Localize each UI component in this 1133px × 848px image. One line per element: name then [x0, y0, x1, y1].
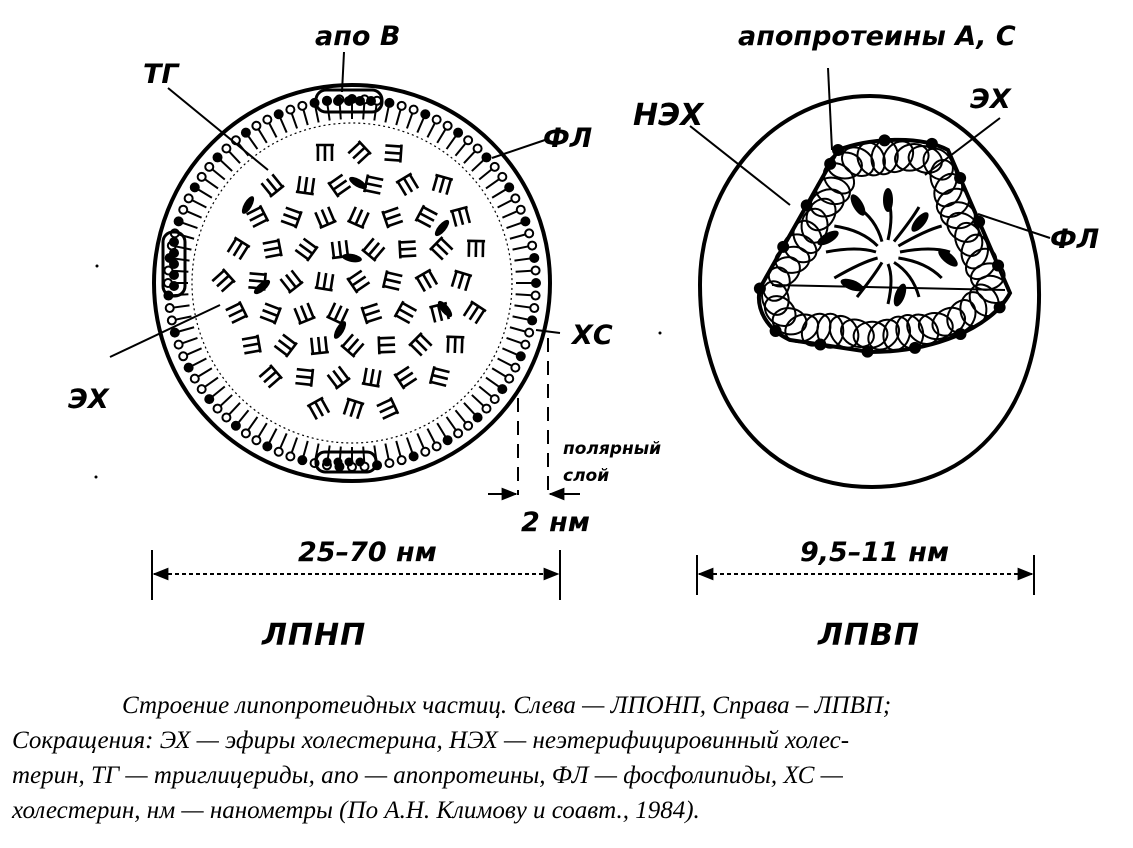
phospholipid-molecule — [242, 129, 258, 149]
phospholipid-molecule — [205, 386, 225, 403]
label-hs: ХС — [572, 320, 613, 351]
triglyceride-molecule — [379, 336, 396, 355]
phospholipid-molecule — [514, 254, 538, 262]
phospholipid-molecule — [385, 444, 393, 468]
cholesterol-ester-molecule — [341, 252, 362, 263]
triglyceride-molecule — [415, 270, 439, 293]
triglyceride-molecule — [341, 333, 365, 357]
hdl-free-cholesterol — [826, 249, 876, 252]
triglyceride-molecule — [314, 206, 337, 228]
phospholipid-molecule — [498, 194, 520, 207]
caption-line-2: Сокращения: ЭХ — эфиры холестерина, НЭХ — неэтерифицировинный холес- — [12, 727, 850, 754]
dim-label-2nm: 2 нм — [521, 507, 590, 538]
triglyceride-molecule — [294, 237, 318, 261]
phospholipid-molecule — [516, 279, 540, 287]
triglyceride-molecule — [295, 367, 313, 387]
triglyceride-molecule — [430, 237, 454, 261]
cholesterol-ester-molecule — [433, 218, 452, 238]
phospholipid-molecule — [492, 368, 513, 382]
triglyceride-molecule — [211, 269, 235, 293]
phospholipid-molecule — [479, 163, 499, 180]
speck — [96, 265, 99, 268]
triglyceride-molecule — [376, 397, 398, 420]
phospholipid-molecule — [191, 183, 212, 197]
phospholipid-molecule — [185, 194, 207, 207]
phospholipid-molecule — [298, 102, 307, 125]
triglyceride-molecule — [462, 301, 486, 324]
label-neh: НЭХ — [633, 98, 704, 133]
phospholipid-molecule — [252, 423, 266, 444]
phospholipid-molecule — [464, 403, 482, 422]
phospholipid-molecule — [263, 429, 276, 451]
phospholipid-molecule — [472, 153, 491, 171]
phospholipid-molecule — [510, 229, 533, 238]
phospholipid-molecule — [479, 386, 499, 403]
triglyceride-molecule — [260, 173, 284, 197]
triglyceride-molecule — [399, 240, 416, 259]
ldl-particle — [154, 85, 550, 481]
phospholipid-molecule — [198, 173, 218, 189]
phospholipid-molecule — [252, 122, 266, 143]
speck — [659, 332, 662, 335]
phospholipid-molecule — [385, 99, 393, 123]
triglyceride-molecule — [258, 365, 282, 389]
phospholipid-molecule — [222, 145, 240, 164]
triglyceride-molecule — [326, 365, 350, 389]
hdl-cholesterol-ester — [891, 282, 909, 308]
phospholipid-molecule — [437, 423, 451, 444]
triglyceride-molecule — [409, 333, 433, 357]
triglyceride-molecule — [309, 336, 329, 354]
phospholipid-molecule — [179, 206, 201, 218]
phospholipid-molecule — [214, 153, 233, 171]
triglyceride-molecule — [446, 337, 465, 354]
phospholipid-molecule — [417, 110, 429, 132]
phospholipid-molecule — [171, 327, 194, 336]
triglyceride-molecule — [273, 333, 297, 357]
phospholipid-molecule — [417, 433, 429, 455]
phospholipid-molecule — [486, 173, 506, 189]
triglyceride-molecule — [450, 271, 472, 292]
hdl-particle — [700, 96, 1039, 487]
apo-b-protein-top-fill — [322, 96, 376, 106]
phospholipid-molecule — [286, 106, 297, 129]
phospholipid-molecule — [514, 304, 538, 312]
phospholipid-molecule — [175, 217, 198, 228]
label-eh-hdl: ЭХ — [970, 84, 1011, 115]
figure-caption — [12, 688, 1124, 828]
triglyceride-molecule — [296, 176, 316, 194]
phospholipid-molecule — [502, 348, 524, 360]
triglyceride-molecule — [364, 175, 383, 196]
phospholipid-molecule — [502, 206, 524, 218]
phospholipid-molecule — [447, 129, 463, 149]
hdl-title: ЛПВП — [818, 618, 920, 653]
triglyceride-molecule — [342, 399, 364, 420]
triglyceride-molecule — [315, 272, 335, 291]
phospholipid-molecule — [298, 441, 307, 464]
triglyceride-molecule — [396, 174, 420, 197]
hdl-core-line — [772, 285, 1005, 290]
hdl-free-cholesterol — [834, 226, 877, 246]
triglyceride-molecule — [450, 207, 472, 227]
phospholipid-molecule — [455, 410, 472, 430]
triglyceride-molecule — [430, 366, 450, 387]
triglyceride-molecule — [225, 301, 247, 324]
triglyceride-molecule — [279, 269, 303, 293]
hdl-protein-dot — [754, 282, 766, 294]
dim-label-ldl-size: 25–70 нм — [298, 537, 437, 568]
hdl-phospholipid-loops — [754, 134, 1014, 357]
phospholipid-molecule — [427, 116, 440, 138]
phospholipid-molecule — [407, 106, 418, 129]
triglyceride-molecule — [280, 206, 301, 228]
triglyceride-molecule — [467, 241, 485, 257]
phospholipid-molecule — [263, 116, 276, 138]
phospholipid-molecule — [455, 136, 472, 156]
phospholipid-molecule — [242, 417, 258, 437]
hdl-free-cholesterol — [888, 264, 891, 304]
hdl-protein-dot — [770, 325, 782, 337]
phospholipid-molecule — [232, 410, 249, 430]
hdl-protein-dot — [777, 241, 789, 253]
ldl-triglyceride-core — [211, 141, 486, 421]
dim-label-hdl-size: 9,5–11 нм — [800, 537, 950, 568]
triglyceride-molecule — [382, 206, 403, 228]
phospholipid-molecule — [437, 122, 451, 143]
phospholipid-molecule — [214, 395, 233, 413]
phospholipid-molecule — [396, 102, 405, 125]
label-fl-ldl: ФЛ — [543, 123, 593, 154]
triglyceride-molecule — [293, 302, 316, 324]
phospholipid-molecule — [275, 110, 287, 132]
phospholipid-molecule — [510, 327, 533, 336]
phospholipid-molecule — [513, 242, 537, 250]
triglyceride-molecule — [347, 141, 371, 165]
phospholipid-molecule — [516, 266, 540, 274]
triglyceride-molecule — [316, 145, 334, 161]
hdl-protein-dot — [954, 172, 966, 184]
triglyceride-molecule — [327, 302, 350, 324]
phospholipid-molecule — [513, 316, 537, 324]
triglyceride-molecule — [362, 237, 386, 261]
phospholipid-molecule — [472, 395, 491, 413]
ldl-title: ЛПНП — [262, 618, 367, 653]
label-polar-layer-2: слой — [563, 466, 610, 486]
phospholipid-molecule — [205, 163, 225, 180]
apo-b-protein-left-fill — [169, 237, 179, 291]
hdl-protein-dot — [954, 328, 966, 340]
phospholipid-molecule — [447, 417, 463, 437]
hdl-free-cholesterol — [898, 258, 941, 278]
phospholipid-molecule — [275, 433, 287, 455]
label-polar-layer-1: полярный — [563, 439, 661, 459]
hdl-free-cholesterol — [834, 258, 877, 278]
phospholipid-molecule — [179, 348, 201, 360]
label-tg: ТГ — [143, 59, 179, 90]
triglyceride-molecule — [383, 270, 403, 291]
hdl-protein-dot — [879, 134, 891, 146]
phospholipid-molecule — [286, 438, 297, 461]
triglyceride-molecule — [395, 301, 418, 325]
caption-line-1: Строение липопротеидных частиц. Слева — ЛПОНП, Справа – ЛПВП; — [122, 692, 892, 719]
phospholipid-molecule — [427, 429, 440, 451]
phospholipid-molecule — [396, 441, 405, 464]
triglyceride-molecule — [384, 143, 401, 162]
phospholipid-molecule — [175, 338, 198, 349]
phospholipid-molecule — [516, 292, 540, 300]
triglyceride-molecule — [259, 302, 280, 325]
label-eh-ldl: ЭХ — [68, 384, 109, 415]
triglyceride-molecule — [416, 205, 439, 228]
hdl-protein-dot — [909, 342, 921, 354]
triglyceride-molecule — [394, 365, 417, 389]
triglyceride-molecule — [262, 239, 281, 260]
hdl-cholesterol-ester — [883, 188, 893, 212]
hdl-free-cholesterol — [857, 262, 882, 297]
phospholipid-molecule — [198, 378, 218, 394]
phospholipid-molecule — [464, 145, 482, 164]
phospholipid-molecule — [166, 304, 190, 312]
phospholipid-molecule — [222, 403, 240, 422]
caption-line-3: терин, ТГ — триглицериды, апо — апопротеины, ФЛ — фосфолипиды, ХС — — [12, 762, 843, 789]
label-apo-b: апо В — [315, 21, 401, 52]
hdl-protein-dot — [824, 158, 836, 170]
phospholipid-molecule — [498, 358, 520, 371]
label-apoproteins-a-c: апопротеины А, С — [738, 21, 1016, 52]
phospholipid-molecule — [486, 378, 506, 394]
triglyceride-molecule — [347, 206, 370, 228]
caption-line-4: холестерин, нм — нанометры (По А.Н. Климову и соавт., 1984). — [12, 797, 700, 824]
phospholipid-molecule — [507, 338, 530, 349]
speck — [95, 476, 98, 479]
triglyceride-molecule — [226, 237, 250, 260]
triglyceride-molecule — [242, 335, 261, 356]
triglyceride-molecule — [431, 175, 453, 195]
triglyceride-molecule — [347, 269, 370, 293]
phospholipid-molecule — [492, 183, 513, 197]
triglyceride-molecule — [307, 398, 331, 421]
triglyceride-molecule — [362, 302, 383, 324]
phospholipid-molecule — [185, 358, 207, 371]
phospholipid-molecule — [507, 217, 530, 228]
hdl-protein-dot — [994, 301, 1006, 313]
phospholipid-molecule — [191, 368, 212, 382]
label-fl-hdl: ФЛ — [1050, 224, 1100, 255]
phospholipid-molecule — [407, 438, 418, 461]
triglyceride-molecule — [362, 368, 383, 387]
triglyceride-molecule — [328, 173, 351, 197]
